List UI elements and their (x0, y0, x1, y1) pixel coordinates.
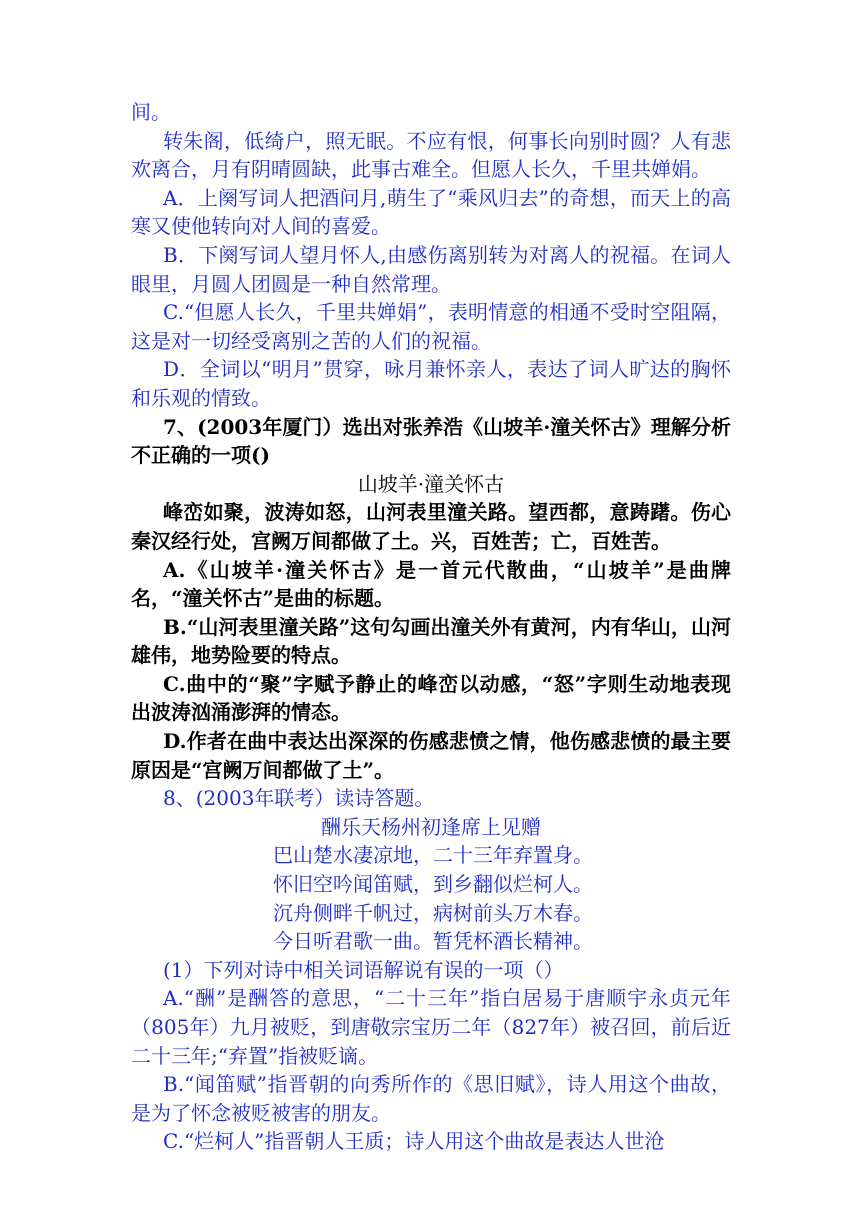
question-8: 8、(2003年联考）读诗答题。 (163, 786, 435, 811)
question-7-option-b: B.“山河表里潼关路”这句勾画出潼关外有黄河，内有华山，山河雄伟，地势险要的特点。 (131, 614, 731, 668)
question-7: 7、(2003年厦门）选出对张养浩《山坡羊·潼关怀古》理解分析不正确的一项() (131, 414, 731, 468)
option-d: D．全词以“明月”贯穿，咏月兼怀亲人，表达了词人旷达的胸怀和乐观的情致。 (131, 357, 731, 410)
poem-excerpt: 转朱阁，低绮户，照无眠。不应有恨，何事长向别时圆？人有悲欢离合，月有阴晴圆缺，此事古难全。但愿人长久，千里共婵娟。 (131, 128, 731, 182)
option-a: A．上阕写词人把酒问月,萌生了“乘风归去”的奇想，而天上的高寒又使他转向对人间的喜爱。 (131, 185, 731, 239)
poem-line: 巴山楚水凄凉地，二十三年弃置身。 (273, 843, 593, 868)
document-page (131, 98, 731, 1156)
question-8-option-a: A.“酬”是酬答的意思，“二十三年”指白居易于唐顺宇永贞元年（805年）九月被贬，到唐敬宗宝历二年（827年）被召回，前后近二十三年;“弃置”指被贬谪。 (131, 986, 731, 1068)
question-7-option-a: A.《山坡羊·潼关怀古》是一首元代散曲，“山坡羊”是曲牌名，“潼关怀古”是曲的标题。 (131, 557, 731, 611)
question-8-option-b: B.“闻笛赋”指晋朝的向秀所作的《思旧赋》，诗人用这个曲故，是为了怀念被贬被害的朋友。 (131, 1072, 731, 1125)
option-c: C.“但愿人长久，千里共婵娟”，表明情意的相通不受时空阻隔，这是对一切经受离别之苦的人们的祝福。 (131, 300, 731, 353)
question-8-option-c: C.“烂柯人”指晋朝人王质；诗人用这个曲故是表达人世沧 (163, 1129, 665, 1154)
question-8-sub-1: (1）下列对诗中相关词语解说有误的一项（） (163, 957, 564, 982)
question-7-poem-title: 山坡羊·潼关怀古 (357, 471, 505, 496)
question-7-option-d: D.作者在曲中表达出深深的伤感悲愤之情，他伤感悲愤的最主要原因是“宫阙万间都做了土”。 (131, 729, 731, 782)
poem-line: 沉舟侧畔千帆过，病树前头万木春。 (273, 900, 593, 925)
question-7-option-c: C.曲中的“聚”字赋予静止的峰峦以动感，“怒”字则生动地表现出波涛汹涌澎湃的情态。 (131, 671, 731, 725)
poem-line: 怀旧空吟闻笛赋，到乡翻似烂柯人。 (273, 872, 593, 897)
question-7-poem-text: 峰峦如聚，波涛如怒，山河表里潼关路。望西都，意踌躇。伤心秦汉经行处，宫阙万间都做了土。兴，百姓苦；亡，百姓苦。 (131, 500, 731, 553)
poem-line: 今日听君歌一曲。暂凭杯酒长精神。 (273, 929, 593, 954)
text-line: 间。 (131, 100, 171, 124)
question-8-poem-title: 酬乐天杨州初逢席上见赠 (321, 814, 541, 839)
option-b: B．下阕写词人望月怀人,由感伤离别转为对离人的祝福。在词人眼里，月圆人团圆是一种自然常理。 (131, 242, 731, 296)
